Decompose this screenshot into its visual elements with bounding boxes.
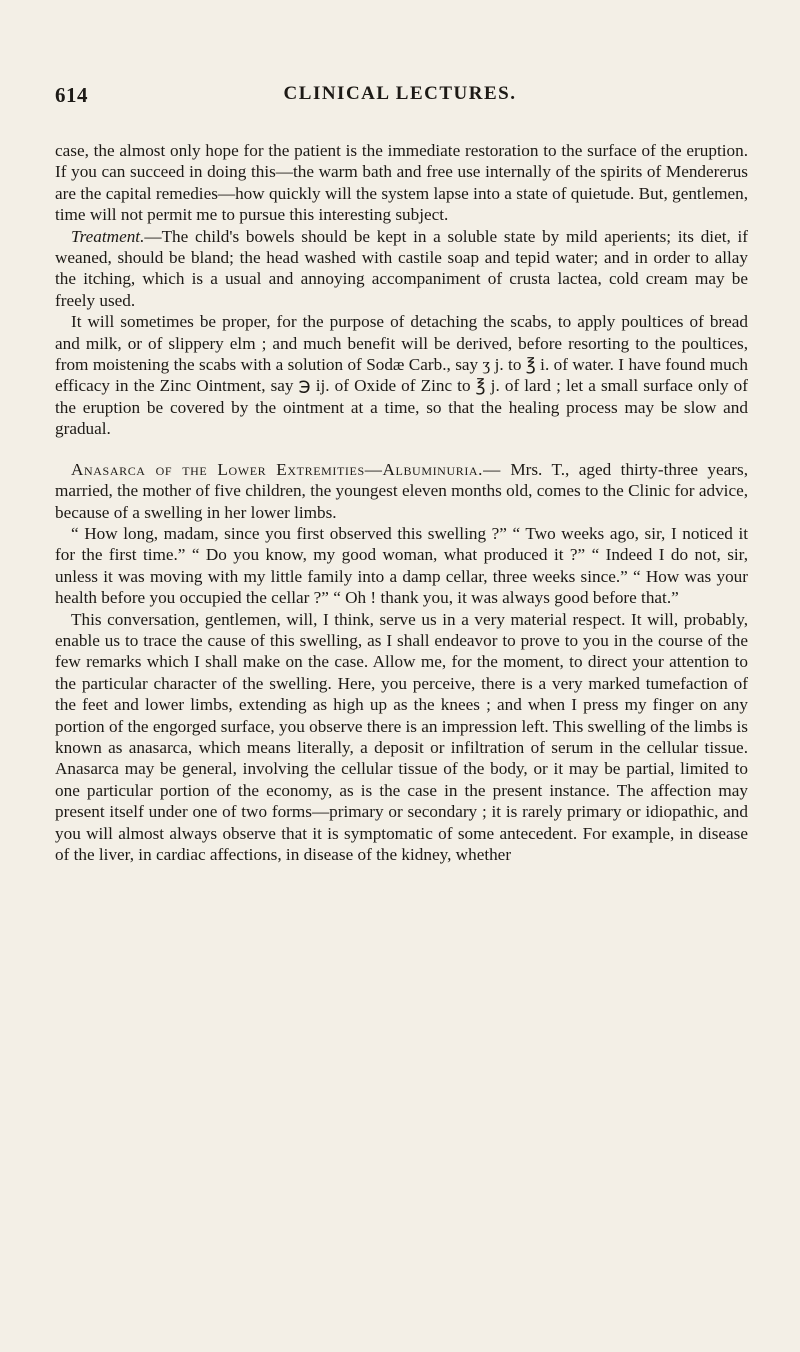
paragraph-discussion <box>55 609 748 866</box>
body-text <box>55 140 748 865</box>
paragraph-text: —The child's bowels should be kept in a soluble state by mild aperients; its diet, if weaned, should be bland; the head washed with castile soap and tepid water; and in order to allay the itching, which is a usual and annoying accompaniment of crusta lactea, cold cream may be freely used. <box>55 226 748 310</box>
paragraph-text: It will sometimes be proper, for the purpose of detaching the scabs, to apply poultices of bread and milk, or of slippery elm ; and much benefit will be derived, before resorting to the poultices, from moistening the scabs with a solution of Sodæ Carb., say ʒ j. to ℥ i. of water. I have found much efficacy in the Zinc Ointment, say ℈ ij. of Oxide of Zinc to ℥ j. of lard ; let a small surface only of the eruption be covered by the ointment at a time, so that the healing process may be slow and gradual. <box>55 312 748 439</box>
section-heading: Anasarca of the Lower Extremities—Albuminuria.— <box>71 459 501 479</box>
paragraph-text: case, the almost only hope for the patient is the immediate restoration to the surface of the eruption. If you can succeed in doing this—the warm bath and free use internally of the spirits of Mendererus are the capital remedies—how quickly will the system lapse into a state of quietude. But, gentlemen, time will not permit me to pursue this interesting subject. <box>55 141 748 225</box>
paragraph-poultices <box>55 311 748 439</box>
paragraph-text: Mrs. T., aged thirty-three years, married, the mother of five children, the youngest eleven months old, comes to the Clinic for advice, because of a swelling in her lower limbs. <box>55 459 748 522</box>
page-header <box>55 83 745 111</box>
paragraph-section-heading <box>55 459 748 523</box>
paragraph-text: “ How long, madam, since you first observed this swelling ?” “ Two weeks ago, sir, I noticed it for the first time.” “ Do you know, my good woman, what produced it ?” “ Indeed I do not, sir, unless it was moving with my little family into a damp cellar, three weeks since.” “ How was your health before you occupied the cellar ?” “ Oh ! thank you, it was always good before that.” <box>55 523 748 608</box>
page-number: 614 <box>55 83 88 107</box>
paragraph-lead-italic: Treatment. <box>71 226 145 246</box>
paragraph-continued <box>55 140 748 226</box>
section-gap <box>55 440 748 459</box>
running-title: CLINICAL LECTURES. <box>283 83 517 104</box>
paragraph-dialogue <box>55 523 748 609</box>
paragraph-treatment <box>55 226 748 312</box>
paragraph-text: This conversation, gentlemen, will, I think, serve us in a very material respect. It will, probably, enable us to trace the cause of this swelling, as I shall endeavor to prove to you in the course of the few remarks which I shall make on the case. Allow me, for the moment, to direct your attention to the particular character of the swelling. Here, you perceive, there is a very marked tumefaction of the feet and lower limbs, extending as high up as the knees ; and when I press my finger on any portion of the engorged surface, you observe there is an impression left. This swelling of the limbs is known as anasarca, which means literally, a deposit or infiltration of serum in the cellular tissue. Anasarca may be general, involving the cellular tissue of the body, or it may be partial, limited to one particular portion of the economy, as is the case in the present instance. The affection may present itself under one of two forms—primary or secondary ; it is rarely primary or idiopathic, and you will almost always observe that it is symptomatic of some antecedent. For example, in disease of the liver, in cardiac affections, in disease of the kidney, whether <box>55 609 748 864</box>
